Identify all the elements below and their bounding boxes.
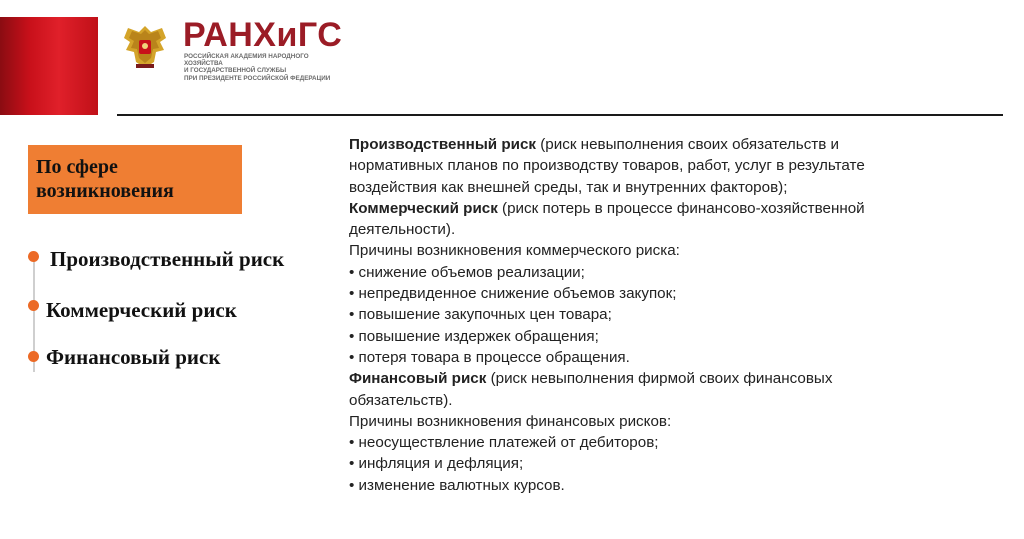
risk-item-production: Производственный риск — [50, 247, 285, 271]
bullet-line: • инфляция и дефляция; — [349, 455, 524, 473]
logo-subtitle-line: ПРИ ПРЕЗИДЕНТЕ РОССИЙСКОЙ ФЕДЕРАЦИИ — [184, 74, 331, 82]
risk-item-commercial: Коммерческий риск — [46, 298, 237, 322]
text-line: нормативных планов по производству товаров, работ, услуг в результате — [349, 157, 865, 175]
term-commercial: Коммерческий риск — [349, 199, 498, 217]
text-fragment: (риск невыполнения своих обязательств и — [536, 136, 840, 153]
text-line: Причины возникновения финансовых рисков: — [349, 412, 672, 430]
category-box-line: По сфере — [36, 156, 118, 178]
bullet-line: • изменение валютных курсов. — [349, 476, 565, 494]
text-fragment: (риск потерь в процессе финансово-хозяйственной — [497, 199, 865, 217]
risk-item-financial: Финансовый риск — [46, 345, 221, 369]
logo-subtitle-line: И ГОСУДАРСТВЕННОЙ СЛУЖБЫ — [184, 67, 287, 75]
category-box — [28, 145, 242, 214]
bullet-dot-icon — [28, 300, 39, 311]
text-line — [349, 134, 989, 155]
bullet-line: • потеря товара в процессе обращения. — [349, 348, 630, 366]
text-line — [349, 368, 989, 389]
category-box-line: возникновения — [36, 180, 174, 202]
term-production: Производственный риск — [349, 136, 537, 153]
bullet-dot-icon — [28, 251, 39, 262]
text-line: воздействия как внешней среды, так и внутренних факторов); — [349, 178, 788, 196]
text-line: деятельности). — [349, 221, 456, 239]
logo-title: РАНХиГС — [183, 16, 343, 54]
double-headed-eagle-emblem-icon — [118, 20, 172, 74]
bullet-line: • повышение издержек обращения; — [349, 327, 599, 345]
text-fragment: (риск невыполнения фирмой своих финансовых — [486, 370, 833, 388]
logo-subtitle-line: РОССИЙСКАЯ АКАДЕМИЯ НАРОДНОГО ХОЗЯЙСТВА — [184, 53, 309, 68]
bullet-line: • снижение объемов реализации; — [349, 263, 585, 281]
bullet-dot-icon — [28, 351, 39, 362]
text-line: обязательств). — [349, 391, 453, 409]
term-financial: Финансовый риск — [349, 370, 487, 388]
header-divider — [117, 114, 1003, 116]
risk-description-text — [349, 134, 989, 496]
logo-subtitle — [184, 53, 344, 82]
bullet-line: • повышение закупочных цен товара; — [349, 306, 612, 324]
text-line — [349, 198, 989, 219]
text-line: Причины возникновения коммерческого риска: — [349, 242, 680, 260]
red-brand-bar — [0, 17, 98, 115]
bullet-line: • непредвиденное снижение объемов закупок; — [349, 285, 677, 303]
bullet-line: • неосуществление платежей от дебиторов; — [349, 434, 659, 452]
